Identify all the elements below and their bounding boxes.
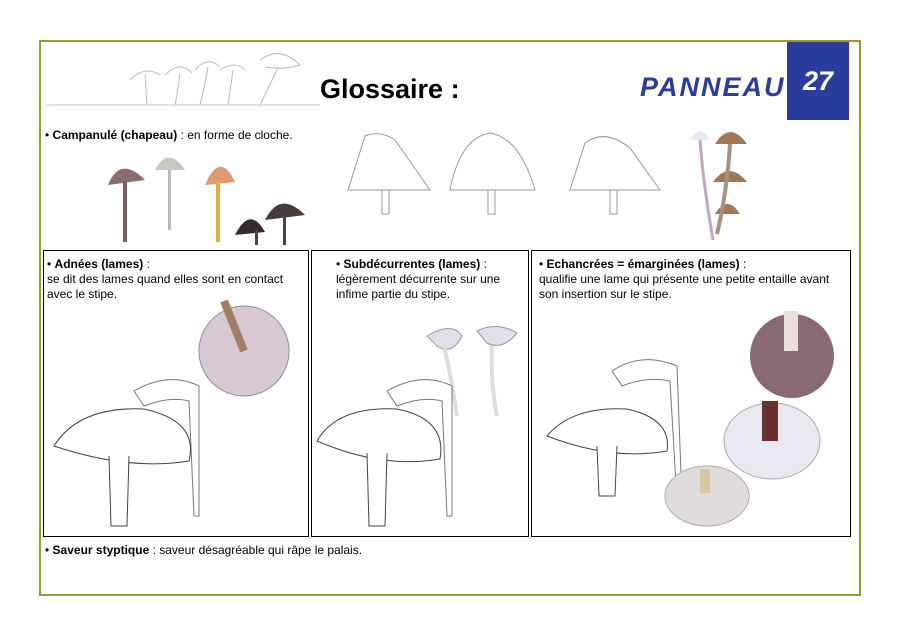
term-definition: se dit des lames quand elles sont en contact avec le stipe. xyxy=(47,272,284,301)
adnate-gills-diagram xyxy=(49,296,304,536)
subdecurrent-gills-diagram xyxy=(312,321,527,536)
bullet: • xyxy=(45,543,50,557)
term-subdecurrentes xyxy=(336,257,526,302)
term-label: Saveur styptique xyxy=(52,543,150,557)
term-label: Campanulé (chapeau) xyxy=(52,128,178,142)
emarginate-gills-diagram xyxy=(542,311,847,536)
panel-echancrees xyxy=(531,250,851,537)
term-definition: légèrement décurrente sur une infime partie du stipe. xyxy=(336,272,501,301)
mushroom-sketch-decoration xyxy=(120,45,320,110)
term-label: Adnées (lames) xyxy=(54,257,144,271)
campanulate-mushroom-photos xyxy=(100,140,310,250)
bullet: • xyxy=(336,257,341,271)
term-echancrees xyxy=(539,257,844,302)
term-separator: : xyxy=(739,257,747,271)
term-definition: : saveur désagréable qui râpe le palais. xyxy=(149,543,363,557)
term-saveur-styptique xyxy=(45,543,362,558)
term-label: Echancrées = émarginées (lames) xyxy=(546,257,740,271)
term-label: Subdécurrentes (lames) xyxy=(343,257,481,271)
term-separator: : xyxy=(143,257,150,271)
term-definition: : en forme de cloche. xyxy=(177,128,293,142)
term-definition: qualifie une lame qui présente une petite entaille avant son insertion sur le stipe. xyxy=(539,272,830,301)
panel-number-badge xyxy=(787,42,849,120)
panel-label: PANNEAU xyxy=(640,72,786,102)
term-separator: : xyxy=(480,257,487,271)
campanulate-stem-photo xyxy=(685,122,755,242)
bell-cap-diagrams xyxy=(340,128,670,218)
bullet: • xyxy=(45,128,50,142)
panel-number: 27 xyxy=(802,65,834,96)
bullet: • xyxy=(539,257,544,271)
bullet: • xyxy=(47,257,52,271)
panel-adnees xyxy=(43,250,309,537)
panel-subdecurrentes xyxy=(311,250,529,537)
page-title: Glossaire : xyxy=(320,74,460,104)
